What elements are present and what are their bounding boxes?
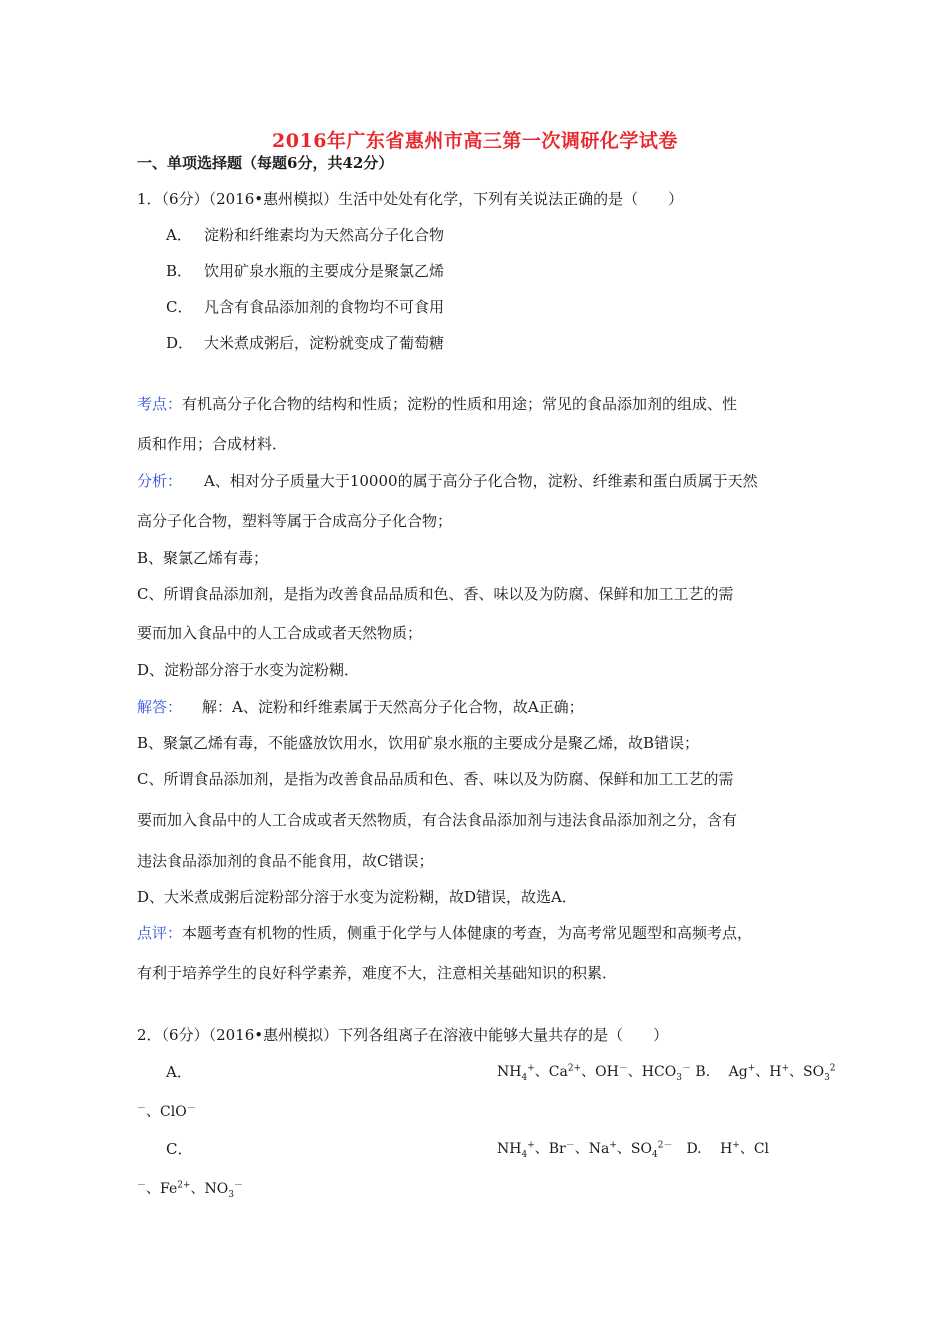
question-1-option-b	[166, 260, 444, 281]
option-letter: D．	[166, 334, 194, 352]
fenxi-line-2: 高分子化合物，塑料等属于合成高分子化合物；	[137, 512, 453, 530]
option-text: 大米煮成粥后，淀粉就变成了葡萄糖	[204, 334, 445, 352]
question-1-option-c	[166, 296, 444, 317]
question-2-option-c-letter: C．	[166, 1140, 193, 1158]
question-2-ions-d-cont: －、$Fe^{2+}$、$NO_3^-$	[137, 1180, 244, 1200]
option-letter: A．	[166, 226, 192, 244]
fenxi-line-1	[137, 470, 758, 491]
option-text: 饮用矿泉水瓶的主要成分是聚氯乙烯	[204, 262, 445, 280]
fenxi-label: 分析：	[137, 472, 183, 490]
jieda-line-6: D、大米煮成粥后淀粉部分溶于水变为淀粉糊，故D错误，故选A．	[137, 888, 577, 906]
dianping-text: 本题考查有机物的性质，侧重于化学与人体健康的考查，为高考常见题型和高频考点，	[182, 924, 753, 942]
question-1-option-d	[166, 332, 444, 353]
jieda-line-3: C、所谓食品添加剂，是指为改善食品品质和色、香、味以及为防腐、保鲜和加工工艺的需	[137, 770, 734, 788]
fenxi-line-6: D、淀粉部分溶于水变为淀粉糊．	[137, 661, 360, 679]
jieda-line-1	[137, 696, 584, 717]
option-letter: B．	[166, 262, 193, 280]
jieda-text: 解：A、淀粉和纤维素属于天然高分子化合物，故A正确；	[202, 698, 584, 716]
kaodian-text: 有机高分子化合物的结构和性质；淀粉的性质和用途；常见的食品添加剂的组成、性	[182, 395, 738, 413]
dianping-line-2: 有利于培养学生的良好科学素养，难度不大，注意相关基础知识的积累．	[137, 964, 618, 982]
fenxi-line-3: B、聚氯乙烯有毒；	[137, 549, 269, 567]
fenxi-line-5: 要而加入食品中的人工合成或者天然物质；	[137, 624, 423, 642]
fenxi-text: A、相对分子质量大于10000的属于高分子化合物，淀粉、纤维素和蛋白质属于天然	[204, 472, 758, 490]
option-text: 淀粉和纤维素均为天然高分子化合物	[204, 226, 445, 244]
kaodian-line-1	[137, 393, 737, 414]
jieda-line-4: 要而加入食品中的人工合成或者天然物质，有合法食品添加剂与违法食品添加剂之分，含有	[137, 811, 738, 829]
question-2-ions-cd: $NH_4^+$、Br－、Na+、$SO_4^{2-}$ D. H+、Cl	[497, 1140, 770, 1160]
question-2-stem: 2．（6分）（2016•惠州模拟）下列各组离子在溶液中能够大量共存的是（ ）	[137, 1026, 669, 1044]
kaodian-label: 考点：	[137, 395, 183, 413]
fenxi-line-4: C、所谓食品添加剂，是指为改善食品品质和色、香、味以及为防腐、保鲜和加工工艺的需	[137, 585, 734, 603]
question-2-ions-b-cont: －、ClO－	[137, 1103, 196, 1120]
jieda-line-2: B、聚氯乙烯有毒，不能盛放饮用水，饮用矿泉水瓶的主要成分是聚乙烯，故B错误；	[137, 734, 700, 752]
jieda-line-5: 违法食品添加剂的食品不能食用，故C错误；	[137, 852, 434, 870]
kaodian-line-2: 质和作用；合成材料．	[137, 435, 288, 453]
dianping-label: 点评：	[137, 924, 183, 942]
question-2-ions-ab: $NH_4^+$、$Ca^{2+}$、OH－、$HCO_3^-$ B. Ag+、H+、$SO_3^2$	[497, 1063, 836, 1083]
option-letter: C．	[166, 298, 193, 316]
jieda-label: 解答：	[137, 698, 183, 716]
question-1-option-a	[166, 224, 444, 245]
option-text: 凡含有食品添加剂的食物均不可食用	[204, 298, 445, 316]
question-1-stem: 1．（6分）（2016•惠州模拟）生活中处处有化学，下列有关说法正确的是（ ）	[137, 190, 684, 208]
section-heading: 一、单项选择题（每题6分，共42分）	[137, 154, 394, 172]
dianping-line-1	[137, 922, 752, 943]
page-title: 2016年广东省惠州市高三第一次调研化学试卷	[272, 130, 678, 152]
question-2-option-a-letter: A．	[166, 1063, 192, 1081]
